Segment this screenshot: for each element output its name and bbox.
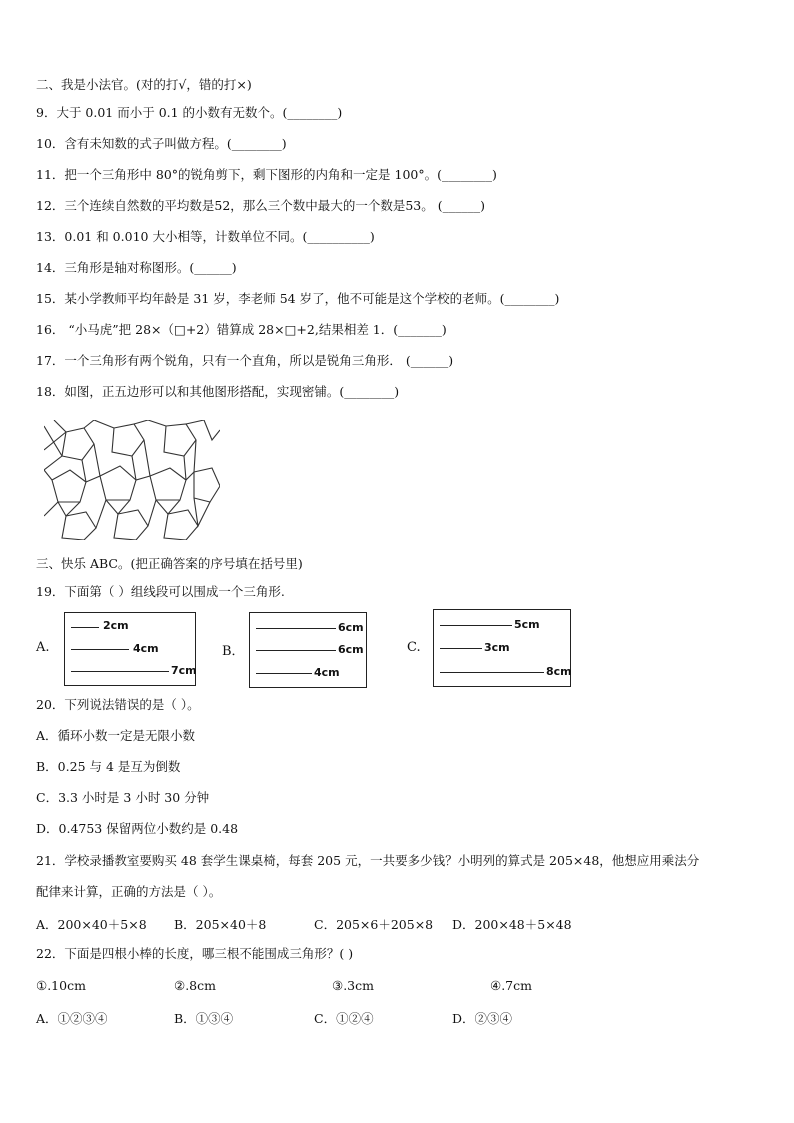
q22-option-a: A．①②③④ (36, 1011, 108, 1026)
q21-option-a: A．200×40＋5×8 (36, 917, 147, 932)
segment-label: 7cm (171, 664, 197, 677)
segment-label: 4cm (314, 666, 340, 679)
option-b-label: B． (222, 644, 245, 659)
segment-label: 5cm (514, 618, 540, 631)
q21-option-b: B．205×40＋8 (174, 917, 267, 932)
question-18: 18．如图，正五边形可以和其他图形搭配，实现密铺。(________) (36, 384, 400, 399)
question-16: 16． “小马虎”把 28×（□+2）错算成 28×□+2,结果相差 1．(_______) (36, 322, 447, 337)
segment-label: 8cm (546, 665, 572, 678)
option-c-box (433, 609, 571, 687)
question-9: 9．大于 0.01 而小于 0.1 的小数有无数个。(________) (36, 105, 343, 120)
q20-option-d: D．0.4753 保留两位小数约是 0.48 (36, 821, 239, 836)
question-13: 13．0.01 和 0.010 大小相等，计数单位不同。(__________) (36, 229, 375, 244)
option-a-label: A. (36, 640, 50, 655)
stick-1: ①.10cm (36, 978, 86, 993)
segment-label: 4cm (133, 642, 159, 655)
option-a-box (64, 612, 196, 686)
option-c-label: C. (407, 640, 421, 655)
q20-option-b: B．0.25 与 4 是互为倒数 (36, 759, 181, 774)
q22-option-c: C．①②④ (314, 1011, 374, 1026)
question-19: 19．下面第（ ）组线段可以围成一个三角形. (36, 584, 285, 599)
question-14: 14．三角形是轴对称图形。(______) (36, 260, 237, 275)
q22-option-b: B．①③④ (174, 1011, 234, 1026)
question-22: 22．下面是四根小棒的长度，哪三根不能围成三角形？( ) (36, 946, 354, 961)
segment-label: 6cm (338, 643, 364, 656)
q20-option-a: A．循环小数一定是无限小数 (36, 728, 196, 743)
section-2-title: 二、我是小法官。(对的打√，错的打×) (36, 77, 252, 92)
q21-option-d: D．200×48＋5×48 (452, 917, 572, 932)
question-15: 15．某小学教师平均年龄是 31 岁，李老师 54 岁了，他不可能是这个学校的老师。(________) (36, 291, 560, 306)
stick-2: ②.8cm (174, 978, 216, 993)
question-20: 20．下列说法错误的是（ ）。 (36, 697, 200, 712)
option-b-box (249, 612, 367, 688)
question-17: 17．一个三角形有两个锐角，只有一个直角，所以是锐角三角形． (______) (36, 353, 454, 368)
segment-label: 3cm (484, 641, 510, 654)
question-21-line-1: 21．学校录播教室要购买 48 套学生课桌椅，每套 205 元，一共要多少钱？小明列的算式是 205×48，他想应用乘法分 (36, 853, 700, 868)
stick-3: ③.3cm (332, 978, 374, 993)
segment-label: 2cm (103, 619, 129, 632)
section-3-title: 三、快乐 ABC。(把正确答案的序号填在括号里) (36, 556, 303, 571)
q21-option-c: C．205×6＋205×8 (314, 917, 434, 932)
pentagon-tessellation-figure (44, 420, 220, 540)
stick-4: ④.7cm (490, 978, 532, 993)
q20-option-c: C．3.3 小时是 3 小时 30 分钟 (36, 790, 210, 805)
question-11: 11．把一个三角形中 80°的锐角剪下，剩下图形的内角和一定是 100°。(________) (36, 167, 497, 182)
question-21-line-2: 配律来计算，正确的方法是（ ）。 (36, 884, 222, 899)
q22-option-d: D．②③④ (452, 1011, 513, 1026)
question-10: 10．含有未知数的式子叫做方程。(________) (36, 136, 287, 151)
segment-label: 6cm (338, 621, 364, 634)
question-12: 12．三个连续自然数的平均数是52，那么三个数中最大的一个数是53。 (______) (36, 198, 485, 213)
